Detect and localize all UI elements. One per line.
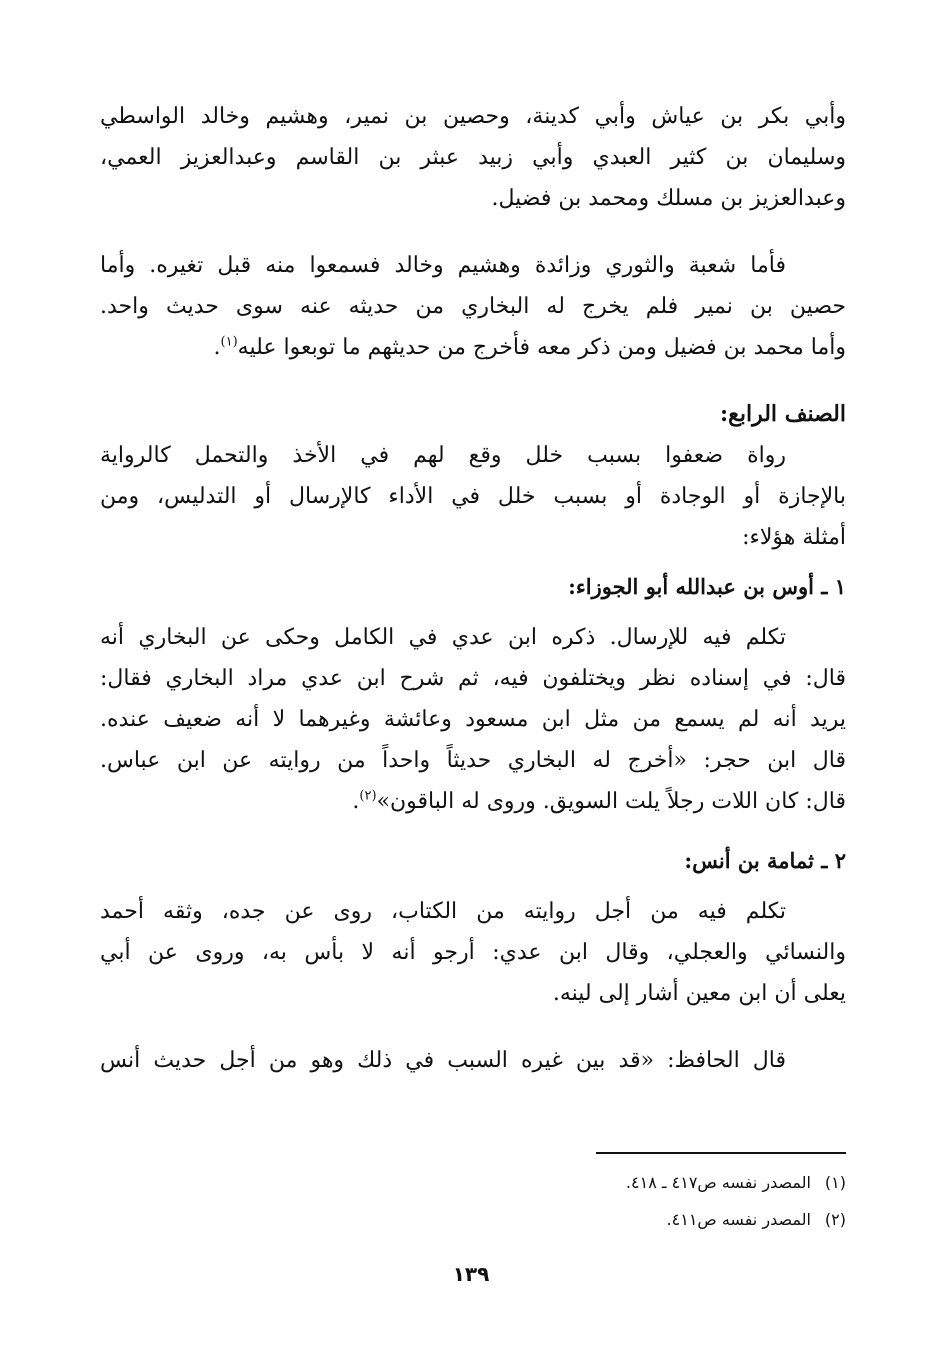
footnote-number: (٢) [824, 1210, 846, 1229]
footnote-divider [596, 1152, 846, 1154]
paragraph-1 [100, 96, 846, 219]
text-line-content: قال: كان اللات رجلاً يلت السويق. وروى له الباقون» [376, 789, 846, 814]
text-line: والنسائي والعجلي، وقال ابن عدي: أرجو أنه لا بأس به، وروى عن أبي [100, 940, 846, 965]
footnote-text: المصدر نفسه ص٤١٧ ـ ٤١٨. [625, 1173, 811, 1192]
text-line: أمثلة هؤلاء: [742, 525, 846, 550]
text-line: رواة ضعفوا بسبب خلل وقع لهم في الأخذ والتحمل كالرواية [100, 443, 786, 468]
page-number: ١٣٩ [452, 1262, 490, 1286]
subsection-heading-1: ١ ـ أوس بن عبدالله أبو الجوزاء: [568, 574, 846, 599]
text-line: بالإجازة أو الوجادة أو بسبب خلل في الأداء كالإرسال أو التدليس، ومن [100, 484, 846, 509]
text-line [100, 327, 846, 368]
text-line: وأبي بكر بن عياش وأبي كدينة، وحصين بن نمير، وهشيم وخالد الواسطي [100, 104, 846, 129]
text-line: قال ابن حجر: «أخرج له البخاري حديثاً واحداً من روايته عن ابن عباس. [100, 748, 846, 773]
footnote-ref-1[interactable]: (١) [220, 334, 238, 350]
text-line: تكلم فيه للإرسال. ذكره ابن عدي في الكامل وحكى عن البخاري أنه [100, 625, 786, 650]
subsection-heading-2: ٢ ـ ثمامة بن أنس: [684, 848, 846, 873]
text-line: يعلى أن ابن معين أشار إلى لينه. [552, 981, 846, 1006]
footnote-number: (١) [824, 1173, 846, 1192]
text-line: حصين بن نمير فلم يخرج له البخاري من حديثه عنه سوى حديث واحد. [100, 294, 846, 319]
footnote-2 [246, 1201, 846, 1238]
sentence-end: . [213, 335, 221, 360]
text-line: تكلم فيه من أجل روايته من الكتاب، روى عن جده، وثقه أحمد [100, 899, 786, 924]
section-heading: الصنف الرابع: [720, 401, 846, 427]
page-body [100, 96, 846, 1107]
sentence-end: . [352, 789, 360, 814]
text-line: فأما شعبة والثوري وزائدة وهشيم وخالد فسمعوا منه قبل تغيره. وأما [100, 253, 786, 278]
text-line: قال: في إسناده نظر ويختلفون فيه، ثم شرح ابن عدي مراد البخاري فقال: [100, 666, 846, 691]
text-line [100, 781, 846, 822]
text-line: وسليمان بن كثير العبدي وأبي زبيد عبثر بن القاسم وعبدالعزيز العمي، [100, 145, 846, 170]
footnote-ref-2[interactable]: (٢) [359, 788, 377, 804]
footnote-text: المصدر نفسه ص٤١١. [666, 1210, 811, 1229]
paragraph-2 [100, 245, 846, 368]
paragraph-4 [100, 617, 846, 822]
footnote-1 [246, 1164, 846, 1201]
text-line: قال الحافظ: «قد بين غيره السبب في ذلك وهو من أجل حديث أنس [100, 1048, 786, 1073]
footnotes [246, 1164, 846, 1238]
text-line-content: وأما محمد بن فضيل ومن ذكر معه فأخرج من حديثهم ما توبعوا عليه [237, 335, 846, 360]
paragraph-3 [100, 435, 846, 558]
paragraph-5 [100, 891, 846, 1014]
text-line: وعبدالعزيز بن مسلك ومحمد بن فضيل. [491, 186, 846, 211]
text-line: يريد أنه لم يسمع من مثل ابن مسعود وعائشة وغيرهما لا أنه ضعيف عنده. [100, 707, 846, 732]
paragraph-6 [100, 1040, 846, 1081]
